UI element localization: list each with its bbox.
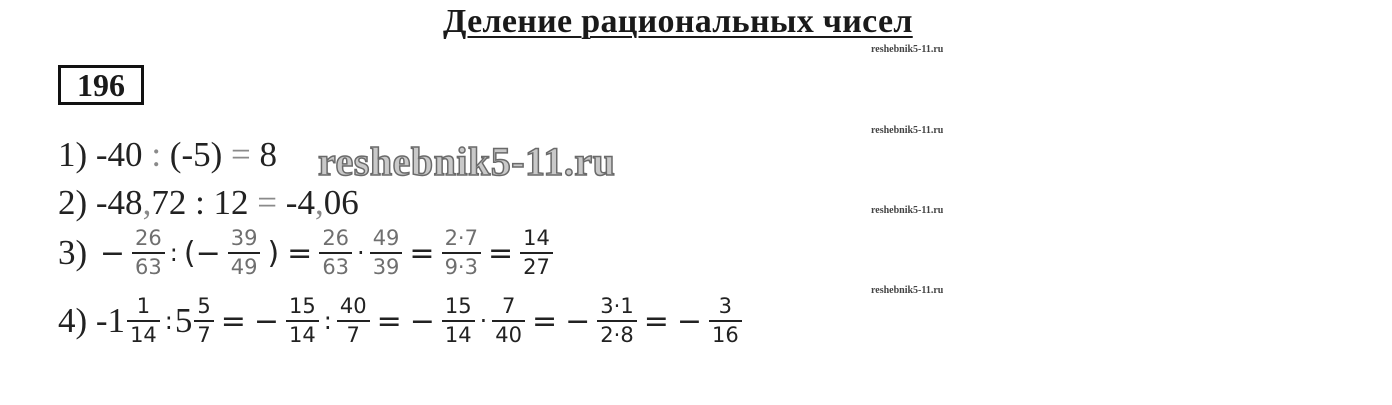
solution-line-2 [58,183,359,223]
item-label: 2) [58,183,88,222]
equals-sign: = [487,235,514,271]
equals-sign: = [532,303,558,339]
colon-sign: : [151,135,162,174]
watermark-small: reshebnik5-11.ru [871,205,944,216]
equals-sign: = [376,303,402,339]
solution-line-1 [58,135,277,175]
fraction: $\frac{15}{14}$ [286,296,319,346]
result-int: -4 [285,183,315,222]
equals-sign: = [257,183,278,222]
open-paren-minus: (− [183,235,221,271]
colon-sign: : [323,307,332,335]
minus-sign: − [565,303,591,339]
equals-sign: = [643,303,669,339]
minus-sign: − [253,303,280,339]
page-title: Деление рациональных чисел [443,3,913,40]
mixed-integer: 5 [174,301,193,340]
fraction: $\frac{1}{14}$ [127,296,160,346]
fraction: $\frac{2\cdot 7}{9\cdot 3}$ [442,228,481,278]
decimal-comma: , [314,183,324,222]
fraction: $\frac{26}{63}$ [319,228,352,278]
dot-sign: · [479,307,488,335]
watermark-small: reshebnik5-11.ru [871,285,944,296]
equals-sign: = [220,303,246,339]
problem-number: 196 [58,65,144,105]
dividend-rest: 72 : 12 [151,183,249,222]
item-label: 4) [58,301,88,340]
fraction: $\frac{39}{49}$ [228,228,261,278]
fraction: $\frac{3}{16}$ [709,296,742,346]
equals-sign: = [231,135,251,174]
fraction: $\frac{5}{7}$ [194,296,213,346]
fraction: $\frac{14}{27}$ [520,228,553,278]
fraction: $\frac{40}{7}$ [337,296,370,346]
watermark-small: reshebnik5-11.ru [871,44,944,55]
watermark-small: reshebnik5-11.ru [871,125,944,136]
divisor: (-5) [169,135,223,174]
item-label: 3) [58,233,88,272]
close-paren: ) [267,235,280,271]
fraction: $\frac{26}{63}$ [132,228,165,278]
fraction: $\frac{7}{40}$ [492,296,525,346]
solution-line-4 [58,296,745,346]
result: 8 [259,135,278,174]
fraction: $\frac{49}{39}$ [370,228,403,278]
minus-sign: − [676,303,702,339]
solution-line-3 [58,228,556,278]
watermark-large: reshebnik5-11.ru [318,139,616,184]
decimal-comma: , [142,183,152,222]
colon-sign: : [164,307,173,335]
dot-sign: · [357,239,365,267]
dividend-int: -48 [95,183,143,222]
equals-sign: = [409,235,435,271]
mixed-integer: -1 [95,301,126,340]
minus-sign: − [409,303,435,339]
minus-sign: − [99,235,126,271]
fraction: $\frac{15}{14}$ [442,296,475,346]
colon-sign: : [169,239,178,267]
dividend: -40 [95,135,143,174]
item-label: 1) [58,135,88,174]
fraction: $\frac{3\cdot 1}{2\cdot 8}$ [597,296,636,346]
equals-sign: = [287,235,313,271]
result-frac: 06 [323,183,359,222]
